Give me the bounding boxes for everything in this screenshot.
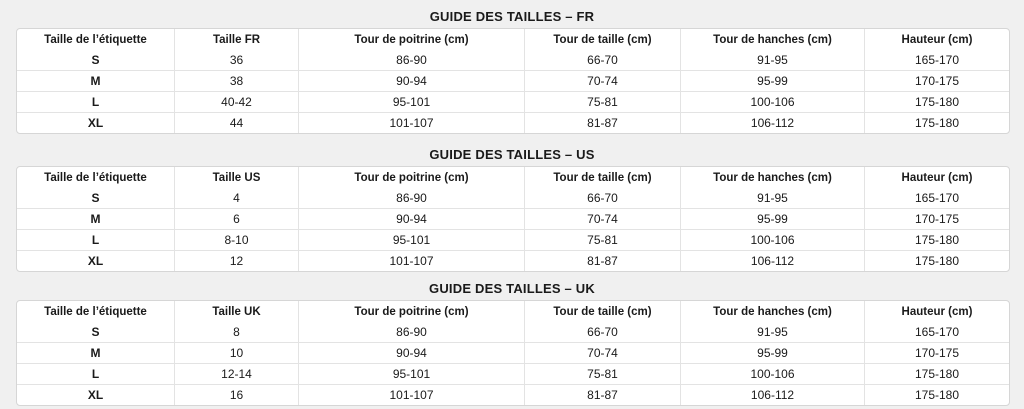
cell-height: 175-180: [914, 388, 960, 402]
cell-waist: 81-87: [525, 113, 681, 133]
cell-bust: 95-101: [299, 364, 525, 385]
cell-bust: 86-90: [299, 50, 525, 71]
table-header-row: [17, 29, 1009, 50]
header-height: Hauteur (cm): [901, 171, 973, 184]
cell-label: S: [17, 322, 175, 343]
cell-bust: 86-90: [299, 322, 525, 343]
cell-hips: 95-99: [681, 71, 865, 92]
cell-label: S: [17, 50, 175, 71]
cell-size: 12-14: [175, 364, 299, 385]
cell-waist: 70-74: [525, 71, 681, 92]
cell-height: 165-170: [865, 50, 1009, 71]
table-header-row: [17, 301, 1009, 322]
cell-label: M: [17, 209, 175, 230]
cell-hips: 106-112: [681, 385, 865, 405]
cell-bust: 95-101: [299, 92, 525, 113]
cell-label: L: [17, 92, 175, 113]
cell-size: 44: [175, 113, 299, 133]
cell-hips: 106-112: [681, 113, 865, 133]
cell-hips: 100-106: [681, 230, 865, 251]
table-row: [17, 71, 1009, 92]
header-bust: Tour de poitrine (cm): [299, 167, 525, 188]
cell-waist: 81-87: [525, 251, 681, 271]
header-height: Hauteur (cm): [901, 305, 973, 318]
cell-label: L: [17, 230, 175, 251]
size-table-uk: [16, 300, 1010, 406]
table-row: [17, 322, 1009, 343]
header-label: Taille de l’étiquette: [17, 301, 175, 322]
cell-label: M: [17, 343, 175, 364]
cell-label: L: [17, 364, 175, 385]
cell-hips: 91-95: [681, 322, 865, 343]
cell-height: 170-175: [865, 71, 1009, 92]
size-table-fr: [16, 28, 1010, 134]
cell-height: 165-170: [865, 322, 1009, 343]
table-row: [17, 343, 1009, 364]
table-row: [17, 385, 1009, 405]
section-title: GUIDE DES TAILLES – US: [429, 147, 595, 162]
cell-size: 8: [175, 322, 299, 343]
cell-hips: 106-112: [681, 251, 865, 271]
cell-size: 4: [175, 188, 299, 209]
cell-hips: 95-99: [681, 343, 865, 364]
cell-label: S: [17, 188, 175, 209]
table-row: [17, 113, 1009, 133]
table-row: [17, 50, 1009, 71]
header-waist: Tour de taille (cm): [525, 301, 681, 322]
header-size: Taille FR: [175, 29, 299, 50]
header-label: Taille de l’étiquette: [17, 167, 175, 188]
cell-label: M: [17, 71, 175, 92]
cell-label: XL: [17, 113, 175, 133]
cell-height: 175-180: [914, 116, 960, 130]
cell-waist: 70-74: [525, 343, 681, 364]
header-hips: Tour de hanches (cm): [681, 301, 865, 322]
cell-size: 10: [175, 343, 299, 364]
table-row: [17, 251, 1009, 271]
cell-waist: 81-87: [525, 385, 681, 405]
cell-size: 36: [175, 50, 299, 71]
cell-bust: 95-101: [299, 230, 525, 251]
table-row: [17, 364, 1009, 385]
cell-waist: 66-70: [525, 188, 681, 209]
table-row: [17, 209, 1009, 230]
cell-height: 175-180: [914, 254, 960, 268]
section-title: GUIDE DES TAILLES – UK: [429, 281, 595, 296]
cell-size: 40-42: [175, 92, 299, 113]
cell-hips: 91-95: [681, 50, 865, 71]
cell-size: 16: [175, 385, 299, 405]
cell-height: 170-175: [865, 209, 1009, 230]
cell-hips: 95-99: [681, 209, 865, 230]
cell-bust: 101-107: [299, 385, 525, 405]
table-row: [17, 92, 1009, 113]
header-bust: Tour de poitrine (cm): [299, 301, 525, 322]
header-hips: Tour de hanches (cm): [681, 167, 865, 188]
header-size: Taille UK: [175, 301, 299, 322]
section-title: GUIDE DES TAILLES – FR: [429, 9, 595, 24]
header-hips: Tour de hanches (cm): [681, 29, 865, 50]
header-label: Taille de l’étiquette: [17, 29, 175, 50]
cell-waist: 66-70: [525, 50, 681, 71]
cell-label: XL: [17, 385, 175, 405]
cell-height: 175-180: [865, 92, 1009, 113]
cell-label: XL: [17, 251, 175, 271]
table-row: [17, 188, 1009, 209]
size-guide-fr: [16, 6, 1008, 134]
cell-waist: 75-81: [525, 92, 681, 113]
cell-hips: 100-106: [681, 364, 865, 385]
cell-bust: 101-107: [299, 251, 525, 271]
cell-bust: 101-107: [299, 113, 525, 133]
cell-size: 6: [175, 209, 299, 230]
cell-waist: 70-74: [525, 209, 681, 230]
cell-height: 165-170: [865, 188, 1009, 209]
cell-size: 12: [175, 251, 299, 271]
cell-waist: 66-70: [525, 322, 681, 343]
cell-bust: 86-90: [299, 188, 525, 209]
cell-height: 175-180: [865, 364, 1009, 385]
cell-bust: 90-94: [299, 71, 525, 92]
cell-hips: 100-106: [681, 92, 865, 113]
cell-waist: 75-81: [525, 230, 681, 251]
size-guide-us: [16, 144, 1008, 272]
cell-waist: 75-81: [525, 364, 681, 385]
header-size: Taille US: [175, 167, 299, 188]
header-bust: Tour de poitrine (cm): [299, 29, 525, 50]
cell-height: 175-180: [865, 230, 1009, 251]
table-header-row: [17, 167, 1009, 188]
cell-bust: 90-94: [299, 209, 525, 230]
header-waist: Tour de taille (cm): [525, 167, 681, 188]
header-waist: Tour de taille (cm): [525, 29, 681, 50]
size-table-us: [16, 166, 1010, 272]
cell-bust: 90-94: [299, 343, 525, 364]
cell-height: 170-175: [865, 343, 1009, 364]
cell-size: 38: [175, 71, 299, 92]
table-row: [17, 230, 1009, 251]
cell-hips: 91-95: [681, 188, 865, 209]
header-height: Hauteur (cm): [901, 33, 973, 46]
cell-size: 8-10: [175, 230, 299, 251]
size-guide-uk: [16, 278, 1008, 406]
